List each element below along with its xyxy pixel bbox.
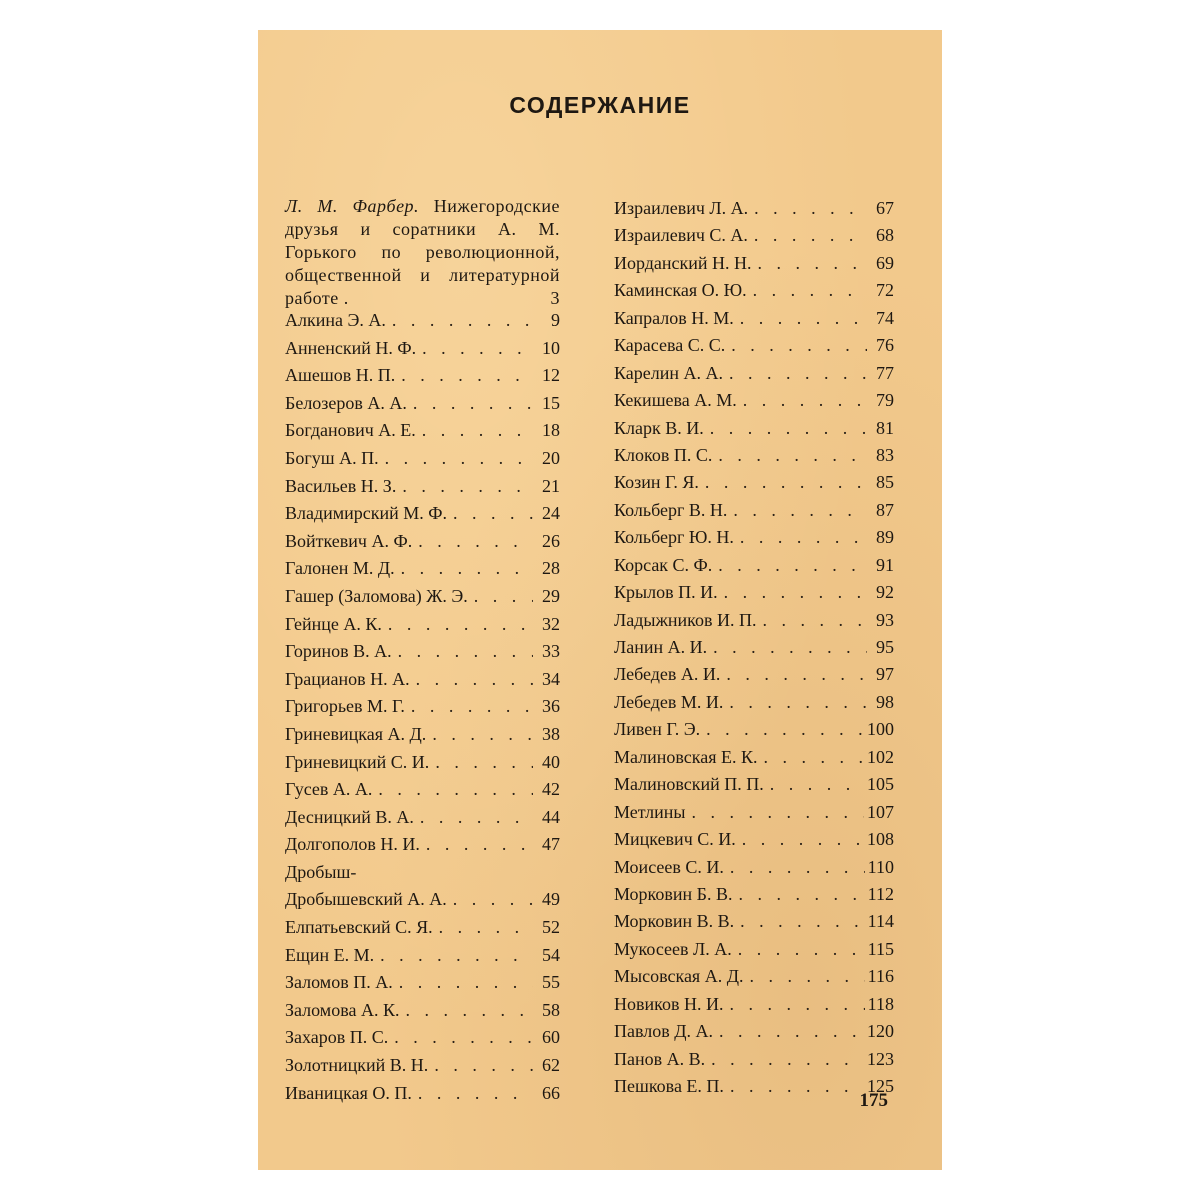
toc-entry — [285, 420, 560, 448]
toc-entry — [614, 280, 894, 307]
entry-name: Белозеров А. А. — [285, 392, 407, 413]
intro-author: Л. М. Фарбер. — [285, 196, 420, 216]
dot-leader — [413, 393, 533, 414]
entry-name: Горинов В. А. — [285, 641, 392, 662]
entry-name: Владимирский М. Ф. — [285, 503, 448, 524]
entry-page-number: 107 — [867, 801, 894, 822]
entry-page-number: 87 — [876, 499, 894, 520]
dot-leader — [754, 225, 867, 246]
entry-name: Десницкий В. А. — [285, 806, 414, 827]
entry-page-number: 38 — [542, 723, 560, 744]
entry-page-number: 125 — [867, 1076, 894, 1096]
dot-leader — [378, 779, 533, 800]
dot-leader — [426, 834, 533, 855]
entry-name: Богданович А. Е. — [285, 420, 416, 441]
toc-entry — [614, 637, 894, 664]
entry-page-number: 81 — [876, 417, 894, 438]
dot-leader — [692, 802, 864, 823]
toc-entry — [614, 335, 894, 362]
dot-leader — [453, 503, 533, 524]
entry-page-number: 76 — [876, 335, 894, 356]
entry-name: Клоков П. С. — [614, 444, 713, 465]
entry-name: Григорьев М. Г. — [285, 696, 405, 717]
entry-page-number: 95 — [876, 637, 894, 657]
entry-page-number: 74 — [876, 307, 894, 328]
intro-text: Нижегородские друзья и соратники А. М. Горького по революционной, общественной и литературной работе — [285, 196, 561, 308]
toc-entry — [285, 338, 560, 366]
toc-column-right — [614, 198, 894, 1103]
entry-page-number: 83 — [876, 444, 894, 465]
dot-leader — [753, 280, 867, 301]
entry-page-number: 69 — [876, 252, 894, 273]
entry-page-number: 62 — [542, 1055, 560, 1076]
entry-page-number: 26 — [542, 530, 560, 551]
entry-page-number: 24 — [542, 503, 560, 524]
entry-name: Золотницкий В. Н. — [285, 1055, 429, 1076]
dot-leader — [398, 641, 533, 662]
entry-page-number: 115 — [867, 938, 894, 959]
page-number: 175 — [859, 1090, 888, 1111]
entry-name: Новиков Н. И. — [614, 993, 724, 1014]
entry-page-number: 118 — [867, 993, 894, 1014]
entry-name: Крылов П. И. — [614, 582, 718, 603]
dot-leader — [385, 448, 533, 469]
toc-entry — [285, 558, 560, 586]
dot-leader — [420, 807, 533, 828]
toc-entry — [285, 972, 560, 1000]
dot-leader — [729, 363, 867, 384]
dot-leader — [392, 310, 533, 331]
toc-list-right — [614, 198, 894, 1103]
entry-page-number: 110 — [867, 856, 894, 877]
dot-leader — [434, 1055, 533, 1076]
entry-page-number: 114 — [867, 911, 894, 932]
entry-name: Ещин Е. М. — [285, 944, 375, 965]
dot-leader — [418, 531, 533, 552]
intro-page: 3 — [550, 288, 560, 308]
entry-page-number: 9 — [551, 310, 560, 330]
entry-name: Лебедев М. И. — [614, 691, 724, 712]
toc-entry — [285, 1055, 560, 1083]
book-page — [258, 30, 942, 1170]
dot-leader — [416, 669, 533, 690]
toc-entry — [285, 834, 560, 862]
entry-page-number: 66 — [542, 1082, 560, 1103]
entry-name: Корсак С. Ф. — [614, 554, 713, 575]
dot-leader — [402, 476, 533, 497]
entry-page-number: 55 — [542, 972, 560, 993]
dot-leader — [394, 1027, 533, 1048]
entry-page-number: 47 — [542, 834, 560, 855]
toc-entry — [614, 829, 894, 856]
toc-entry — [614, 719, 894, 746]
dot-leader — [742, 829, 864, 850]
dot-leader — [730, 857, 865, 878]
dot-leader — [718, 555, 867, 576]
entry-page-number: 108 — [867, 829, 894, 850]
entry-name: Моисеев С. И. — [614, 856, 724, 877]
toc-entry — [614, 418, 894, 445]
toc-entry — [285, 779, 560, 807]
entry-name: Кольберг Ю. Н. — [614, 527, 734, 548]
entry-page-number: 89 — [876, 527, 894, 548]
entry-name: Козин Г. Я. — [614, 472, 699, 493]
toc-entry — [614, 610, 894, 637]
entry-name: Мицкевич С. И. — [614, 829, 736, 850]
toc-entry — [614, 774, 894, 801]
dot-leader — [713, 637, 867, 658]
entry-page-number: 92 — [876, 582, 894, 603]
entry-name: Павлов Д. А. — [614, 1021, 714, 1042]
entry-name: Лебедев А. И. — [614, 664, 721, 685]
toc-entry — [614, 994, 894, 1021]
toc-entry — [285, 862, 560, 890]
entry-page-number: 112 — [867, 883, 894, 904]
toc-entry — [614, 363, 894, 390]
entry-page-number: 33 — [542, 641, 560, 662]
entry-name: Гриневицкая А. Д. — [285, 723, 427, 744]
toc-entry — [614, 966, 894, 993]
entry-name: Гейнце А. К. — [285, 613, 382, 634]
toc-entry — [285, 365, 560, 393]
entry-name: Кольберг В. Н. — [614, 499, 728, 520]
toc-entry — [285, 669, 560, 697]
entry-page-number: 21 — [542, 475, 560, 496]
entry-name: Панов А. В. — [614, 1048, 706, 1069]
entry-name: Гашер (Заломова) Ж. Э. — [285, 585, 468, 606]
toc-entry — [285, 917, 560, 945]
dot-leader — [380, 945, 533, 966]
toc-entry — [614, 308, 894, 335]
toc-entry — [285, 614, 560, 642]
entry-page-number: 102 — [867, 746, 894, 767]
entry-page-number: 105 — [867, 774, 894, 795]
toc-entry — [614, 445, 894, 472]
entry-name: Захаров П. С. — [285, 1027, 389, 1048]
entry-page-number: 15 — [542, 392, 560, 413]
entry-name: Израилевич С. А. — [614, 225, 748, 246]
toc-entry — [285, 448, 560, 476]
toc-entry — [285, 724, 560, 752]
toc-entry — [285, 586, 560, 614]
dot-leader — [740, 911, 864, 932]
entry-page-number: 79 — [876, 390, 894, 411]
toc-entry — [285, 310, 560, 338]
toc-entry — [614, 884, 894, 911]
entry-name: Иваницкая О. П. — [285, 1082, 412, 1103]
entry-page-number: 98 — [876, 691, 894, 712]
entry-name: Богуш А. П. — [285, 447, 379, 468]
entry-name: Алкина Э. А. — [285, 310, 386, 330]
toc-entry — [285, 752, 560, 780]
dot-leader — [733, 500, 867, 521]
toc-entry — [614, 225, 894, 252]
entry-page-number: 29 — [542, 585, 560, 606]
entry-name: Гриневицкий С. И. — [285, 751, 430, 772]
entry-name: Заломов П. А. — [285, 972, 393, 993]
toc-entry — [614, 390, 894, 417]
dot-leader — [750, 966, 865, 987]
entry-page-number: 44 — [542, 806, 560, 827]
dot-leader — [764, 747, 864, 768]
entry-name: Войткевич А. Ф. — [285, 530, 413, 551]
entry-name: Морковин В. В. — [614, 911, 735, 932]
entry-name: Кларк В. И. — [614, 417, 704, 438]
toc-entry — [285, 503, 560, 531]
entry-page-number: 123 — [867, 1048, 894, 1069]
toc-entry — [614, 911, 894, 938]
entry-name: Метлины — [614, 801, 686, 822]
dot-leader — [401, 365, 533, 386]
entry-name: Дробышевский А. А. — [285, 889, 447, 910]
entry-page-number: 67 — [876, 198, 894, 218]
intro-leader: . — [343, 288, 349, 308]
entry-page-number: 10 — [542, 337, 560, 358]
toc-entry — [285, 807, 560, 835]
toc-entry — [285, 393, 560, 421]
entry-name: Израилевич Л. А. — [614, 198, 749, 218]
dot-leader — [388, 614, 533, 635]
toc-list-left — [285, 310, 560, 1110]
dot-leader — [711, 1049, 864, 1070]
intro-entry — [285, 195, 560, 310]
toc-entry — [285, 476, 560, 504]
toc-entry — [614, 253, 894, 280]
dot-leader — [770, 774, 864, 795]
toc-entry — [614, 527, 894, 554]
entry-page-number: 72 — [876, 280, 894, 301]
entry-page-number: 32 — [542, 613, 560, 634]
entry-name: Дробыш- — [285, 861, 357, 882]
dot-leader — [705, 472, 867, 493]
entry-page-number: 36 — [542, 696, 560, 717]
entry-name: Елпатьевский С. Я. — [285, 917, 433, 938]
toc-entry — [285, 641, 560, 669]
toc-entry — [285, 945, 560, 973]
entry-name: Мысовская А. Д. — [614, 966, 744, 987]
toc-entry — [614, 692, 894, 719]
entry-name: Ливен Г. Э. — [614, 719, 701, 740]
entry-name: Морковин Б. В. — [614, 883, 733, 904]
dot-leader — [743, 390, 867, 411]
entry-name: Каминская О. Ю. — [614, 280, 747, 301]
dot-leader — [758, 253, 867, 274]
dot-leader — [729, 692, 867, 713]
entry-page-number: 116 — [867, 966, 894, 987]
entry-name: Галонен М. Д. — [285, 558, 395, 579]
entry-name: Васильев Н. З. — [285, 475, 397, 496]
dot-leader — [726, 664, 867, 685]
entry-page-number: 85 — [876, 472, 894, 493]
dot-leader — [739, 884, 865, 905]
entry-name: Грацианов Н. А. — [285, 668, 410, 689]
entry-page-number: 54 — [542, 944, 560, 965]
entry-name: Долгополов Н. И. — [285, 834, 420, 855]
dot-leader — [453, 889, 533, 910]
entry-name: Кекишева А. М. — [614, 390, 737, 411]
toc-entry — [614, 472, 894, 499]
entry-page-number: 52 — [542, 917, 560, 938]
dot-leader — [418, 1083, 533, 1104]
dot-leader — [731, 335, 867, 356]
dot-leader — [432, 724, 533, 745]
dot-leader — [730, 1076, 864, 1097]
toc-column-left — [285, 195, 560, 1110]
entry-page-number: 68 — [876, 225, 894, 246]
entry-name: Ашешов Н. П. — [285, 365, 396, 386]
toc-entry — [614, 802, 894, 829]
entry-name: Малиновская Е. К. — [614, 746, 758, 767]
entry-name: Малиновский П. П. — [614, 774, 764, 795]
dot-leader — [738, 939, 865, 960]
dot-leader — [718, 445, 867, 466]
entry-name: Мукосеев Л. А. — [614, 938, 732, 959]
entry-name: Анненский Н. Ф. — [285, 337, 417, 358]
toc-entry — [285, 1027, 560, 1055]
toc-entry — [614, 857, 894, 884]
entry-name: Капралов Н. М. — [614, 307, 734, 328]
entry-page-number: 100 — [867, 719, 894, 740]
dot-leader — [710, 418, 867, 439]
toc-entry — [614, 664, 894, 691]
entry-name: Пешкова Е. П. — [614, 1076, 724, 1096]
entry-name: Карелин А. А. — [614, 362, 723, 383]
entry-page-number: 18 — [542, 420, 560, 441]
toc-entry — [285, 1000, 560, 1028]
entry-page-number: 93 — [876, 609, 894, 630]
page-title: СОДЕРЖАНИЕ — [509, 92, 691, 118]
entry-page-number: 20 — [542, 447, 560, 468]
entry-name: Ланин А. И. — [614, 637, 708, 657]
entry-name: Заломова А. К. — [285, 999, 400, 1020]
dot-leader — [724, 582, 867, 603]
toc-entry — [614, 555, 894, 582]
toc-entry — [285, 531, 560, 559]
entry-page-number: 60 — [542, 1027, 560, 1048]
entry-page-number: 58 — [542, 999, 560, 1020]
dot-leader — [411, 696, 533, 717]
dot-leader — [435, 752, 533, 773]
dot-leader — [422, 420, 533, 441]
entry-name: Иорданский Н. Н. — [614, 252, 752, 273]
entry-page-number: 49 — [542, 889, 560, 910]
entry-page-number: 120 — [867, 1021, 894, 1042]
dot-leader — [399, 972, 533, 993]
toc-entry — [285, 889, 560, 917]
entry-page-number: 34 — [542, 668, 560, 689]
entry-name: Ладыжников И. П. — [614, 609, 757, 630]
toc-entry — [614, 747, 894, 774]
toc-entry — [614, 1021, 894, 1048]
dot-leader — [740, 308, 867, 329]
entry-page-number: 40 — [542, 751, 560, 772]
toc-entry — [285, 696, 560, 724]
dot-leader — [401, 558, 533, 579]
entry-name: Карасева С. С. — [614, 335, 726, 356]
dot-leader — [729, 994, 864, 1015]
toc-entry — [285, 1083, 560, 1111]
toc-entry — [614, 198, 894, 225]
toc-entry — [614, 939, 894, 966]
dot-leader — [740, 527, 867, 548]
toc-entry — [614, 500, 894, 527]
entry-page-number: 42 — [542, 779, 560, 800]
entry-page-number: 77 — [876, 362, 894, 383]
dot-leader — [405, 1000, 533, 1021]
dot-leader — [474, 586, 533, 607]
toc-entry — [614, 1076, 894, 1103]
toc-entry — [614, 1049, 894, 1076]
dot-leader — [422, 338, 533, 359]
dot-leader — [754, 198, 867, 219]
entry-page-number: 12 — [542, 365, 560, 386]
entry-page-number: 97 — [876, 664, 894, 685]
toc-entry — [614, 582, 894, 609]
dot-leader — [719, 1021, 864, 1042]
dot-leader — [706, 719, 864, 740]
entry-page-number: 91 — [876, 554, 894, 575]
entry-page-number: 28 — [542, 558, 560, 579]
dot-leader — [762, 610, 867, 631]
entry-name: Гусев А. А. — [285, 779, 373, 800]
dot-leader — [439, 917, 533, 938]
